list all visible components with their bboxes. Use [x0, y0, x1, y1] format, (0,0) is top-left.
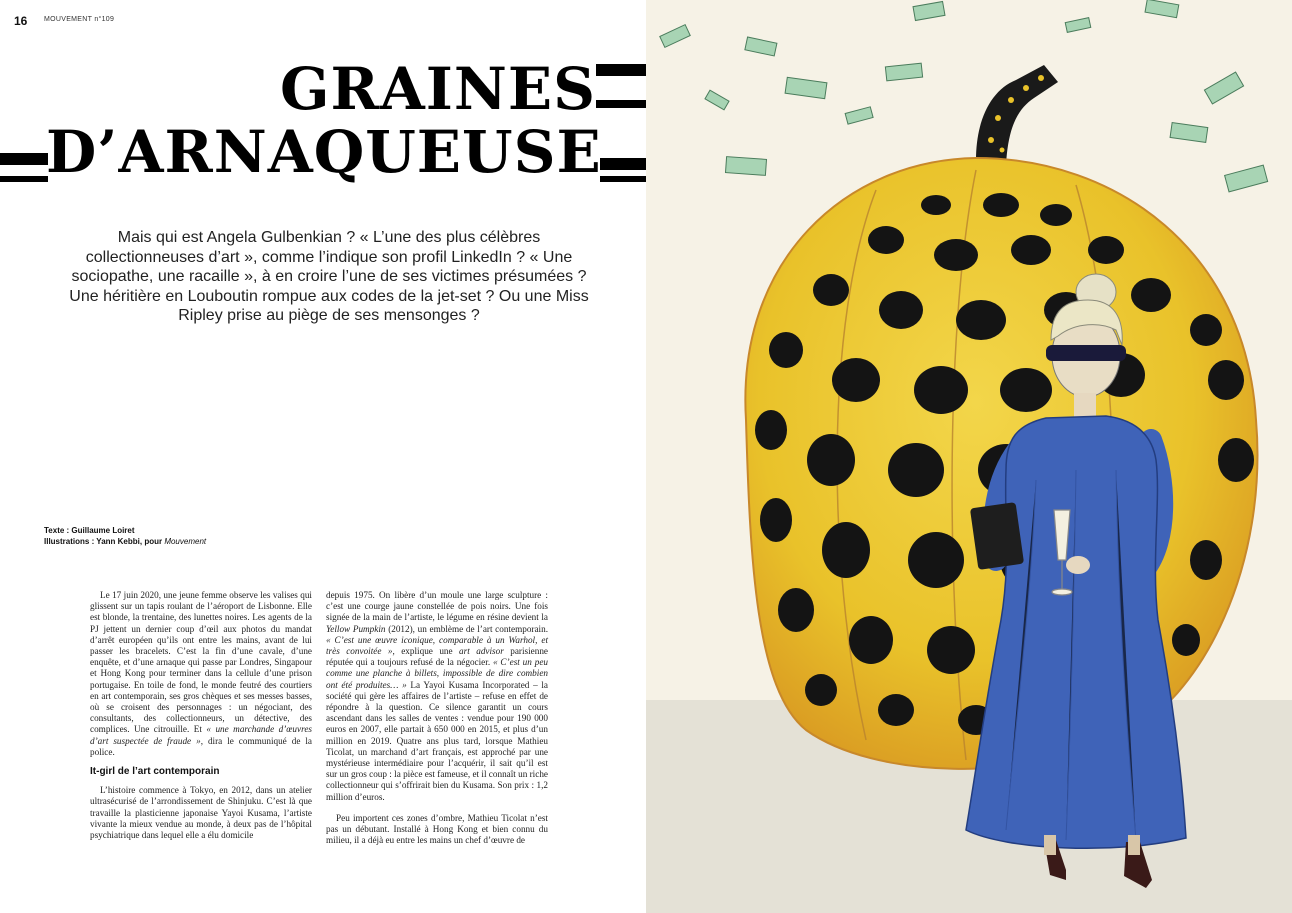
- sunglasses: [1046, 345, 1126, 361]
- credit-text: Texte : Guillaume Loiret: [44, 526, 135, 535]
- title-bar-top-right: [596, 64, 646, 76]
- illustration-page: [646, 0, 1292, 913]
- title-bar-left: [0, 153, 48, 165]
- title-bar-top-right-lower: [596, 100, 646, 108]
- credit-publication: Mouvement: [164, 537, 207, 546]
- headline-line-1: GRAINES: [280, 55, 596, 123]
- lede-paragraph: Mais qui est Angela Gulbenkian ? « L’une des plus célèbres collectionneuses d’art », comme l’indique son profil LinkedIn ? « Une sociopathe, une racaille », à en croire l’une de ses victimes présumées ? Une héritière en Louboutin rompue aux codes de la jet-set ? Ou une Miss Ripley prise au piège de ses mensonges ?: [69, 229, 589, 324]
- pumpkin-illustration: [646, 0, 1292, 913]
- section-subhead: It-girl de l’art contemporain: [90, 766, 220, 778]
- paragraph-ticolat: Peu importent ces zones d’ombre, Mathieu Ticolat n’est pas un débutant. Installé à Hong Kong et bien connu du milieu, il a déjà eu entre les mains un chef d’œuvre de: [326, 812, 548, 846]
- title-bar-right-lower: [600, 176, 646, 182]
- paragraph-tokyo: L’histoire commence à Tokyo, en 2012, dans un atelier ultrasécurisé de l’arrondissement de Shinjuku. C’est là que travaille la plasticienne japonaise Yayoi Kusama, l’artiste vivante la mieux vendue au monde, à deux pas de l’hôpital psychiatrique dans lequel elle a élu domicile: [90, 785, 312, 841]
- article-column-1: [90, 590, 312, 841]
- article-column-2: [326, 590, 548, 846]
- title-bar-right: [600, 158, 646, 170]
- clutch-bag: [970, 502, 1024, 570]
- title-bar-left-lower: [0, 176, 48, 182]
- paragraph-intro: Le 17 juin 2020, une jeune femme observe les valises qui glissent sur un tapis roulant de l’aéroport de Lisbonne. Elle est blonde, la trentaine, des lunettes noires. Les agents de la PJ jettent un dernier coup d’œil aux photos du mandat d’arrêt européen qu’ils ont entre les mains, avant de lui passer les bracelets. C’est la fin d’une cavale, d’une enquête, et d’une arnaque qui passe par Londres, Singapour et Hong Kong pour terminer dans la cellule d’une prison portugaise. En toile de fond, le monde feutré des courtiers en art contemporain, ses gros chèques et ses messes basses, où se croisent des personnages : un négociant, des consultants, des collectionneurs, un détective, des complices. Une citrouille. Et « une marchande d’œuvres d’art suspectée de fraude », dira le communiqué de la police.: [90, 590, 312, 757]
- page-number: 16: [14, 14, 28, 28]
- magazine-issue: MOUVEMENT n°109: [44, 16, 115, 23]
- credit-illustrations: Illustrations : Yann Kebbi, pour Mouvement: [44, 537, 207, 546]
- headline-line-2: D’ARNAQUEUSE: [46, 118, 602, 186]
- paragraph-pumpkin: depuis 1975. On libère d’un moule une large sculpture : c’est une courge jaune constellée de pois noirs. Une fois signée de la main de l’artiste, le légume en résine devient la Yellow Pumpkin (2012), un emblème de l’art contemporain. « C’est une œuvre iconique, comparable à un Warhol, et très convoitée », explique une art advisor parisienne réputée qui a toujours refusé de la négocier. « C’est un peu comme une planche à billets, impossible de dire combien ont été produites… » La Yayoi Kusama Incorporated – la société qui gère les affaires de l’artiste – refuse en effet de répondre à la question. Ce silence garantit un cours ascendant dans les salles de ventes : vendue pour 190 000 euros en 2007, elle partait à 650 000 en 2015, et plus d’un million en 2019. Quatre ans plus tard, lorsque Mathieu Ticolat, un marchand d’art français, est approché par une mystérieuse intermédiaire pour l’acquérir, il sait qu’il est sur un gros coup : la pièce est fameuse, et il connaît un riche collectionneur qui s’offrirait bien du Kusama. Son prix : 1,2 million d’euros.: [326, 590, 549, 802]
- credits: [44, 525, 206, 547]
